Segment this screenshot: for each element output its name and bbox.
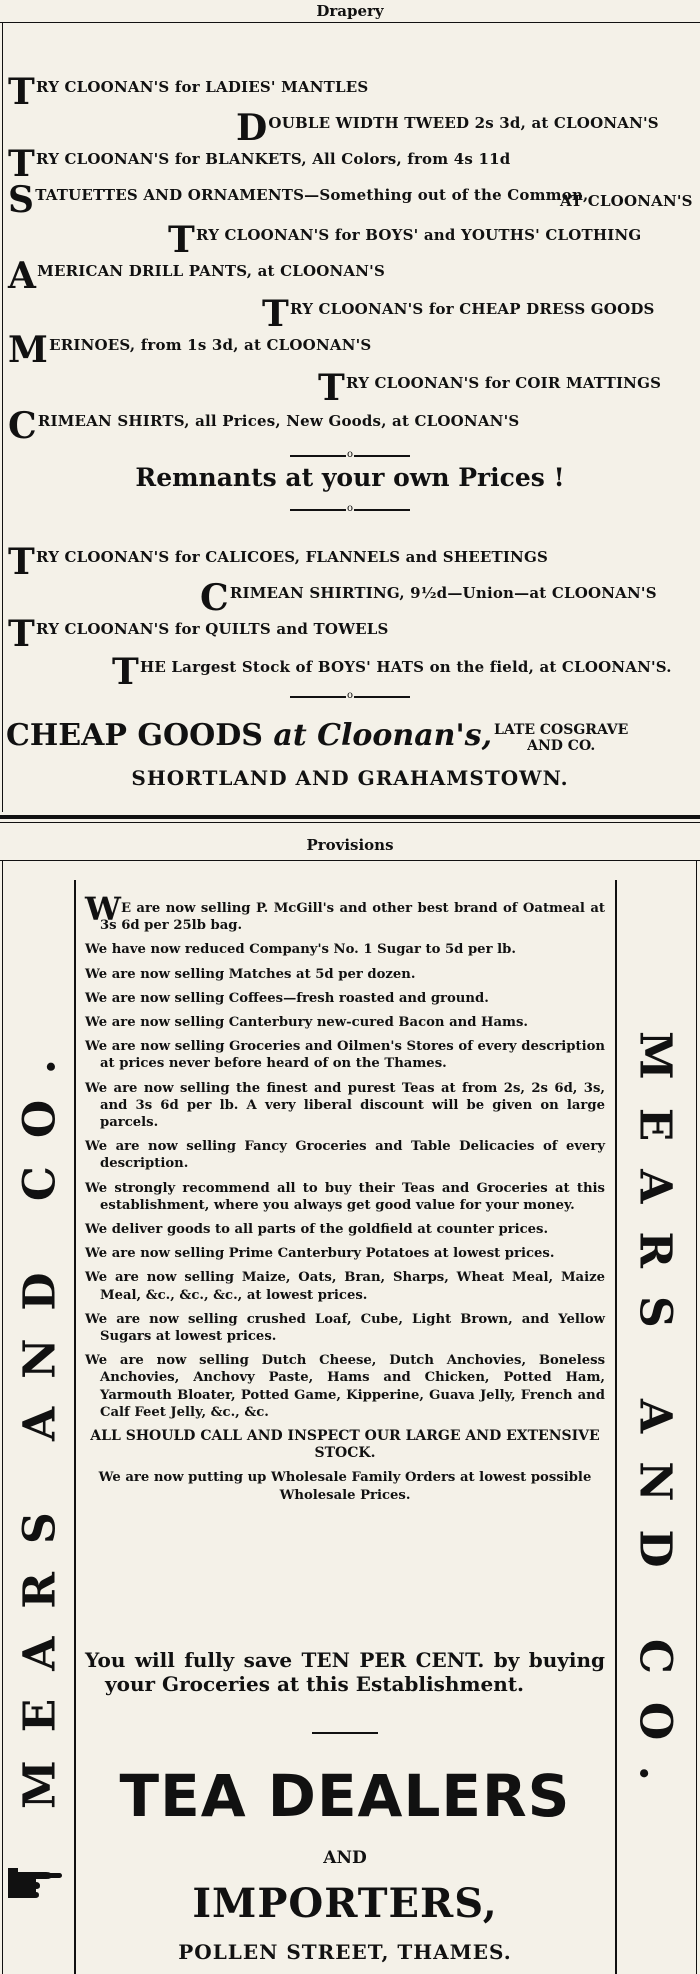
short-rule [312, 1732, 378, 1734]
importers-heading: IMPORTERS, [192, 1880, 498, 1927]
ad-statuettes-cloonans: AT CLOONAN'S [560, 192, 693, 210]
ornament-rule: o [290, 696, 410, 698]
list-item: We are now selling Canterbury new-cured Bacon and Hams. [85, 1015, 529, 1031]
ad-coir-mattings: TRY CLOONAN'S for COIR MATTINGS [318, 367, 662, 409]
provisions-top-rule [0, 860, 700, 861]
ad-blankets: TRY CLOONAN'S for BLANKETS, All Colors, from 4s 11d [8, 143, 511, 185]
list-item: WE are now selling P. McGill's and other best brand of Oatmeal at 3s 6d per 25lb bag. [85, 890, 605, 934]
ad-boys-hats: THE Largest Stock of BOYS' HATS on the field, at CLOONAN'S. [112, 651, 672, 693]
pointing-hand-icon [6, 1862, 64, 1902]
ad-dress-goods: TRY CLOONAN'S for CHEAP DRESS GOODS [262, 293, 655, 335]
save-ten-per-cent: You will fully save TEN PER CENT. by buying your Groceries at this Establishment. [85, 1648, 605, 1696]
ad-double-width-tweed: DOUBLE WIDTH TWEED 2s 3d, at CLOONAN'S [236, 107, 659, 149]
list-item: We are now selling Maize, Oats, Bran, Sharps, Wheat Meal, Maize Meal, &c., &c., &c., at lowest prices. [85, 1270, 605, 1303]
list-item: We are now selling Prime Canterbury Potatoes at lowest prices. [85, 1246, 555, 1262]
list-item: We have now reduced Company's No. 1 Sugar to 5d per lb. [85, 942, 516, 958]
list-item: We are now selling crushed Loaf, Cube, Light Brown, and Yellow Sugars at lowest prices. [85, 1311, 605, 1345]
provisions-title: Provisions [306, 836, 394, 854]
inner-left-frame [74, 880, 76, 1974]
ad-crimean-shirts: CRIMEAN SHIRTS, all Prices, New Goods, at CLOONAN'S [8, 405, 520, 447]
list-item: We are now selling Dutch Cheese, Dutch Anchovies, Boneless Anchovies, Anchovy Paste, Hams and Chicken, Potted Ham, Yarmouth Bloater, Potted Game, Kipperine, Guava Jelly, French and Calf Feet Jelly, &c., &c. [85, 1353, 605, 1420]
ad-quilts-towels: TRY CLOONAN'S for QUILTS and TOWELS [8, 613, 389, 655]
inner-right-frame [615, 880, 617, 1974]
street-address: POLLEN STREET, THAMES. [178, 1940, 512, 1964]
list-item: We are now selling Coffees—fresh roasted and ground. [85, 990, 489, 1006]
list-item: We strongly recommend all to buy their Teas and Groceries at this establishment, where you always get good value for your money. [85, 1180, 605, 1213]
left-frame [2, 860, 3, 1974]
late-cosgrave-note: LATE COSGRAVE AND CO. [494, 722, 629, 754]
call-and-inspect: ALL SHOULD CALL AND INSPECT OUR LARGE AND EXTENSIVE STOCK. [90, 1428, 600, 1462]
list-item: We deliver goods to all parts of the goldfield at counter prices. [85, 1222, 549, 1238]
ad-merinoes: MERINOES, from 1s 3d, at CLOONAN'S [8, 329, 372, 371]
cheap-goods-heading: CHEAP GOODS at Cloonan's, [6, 718, 493, 753]
ad-calicoes: TRY CLOONAN'S for CALICOES, FLANNELS and SHEETINGS [8, 541, 548, 583]
drapery-title: Drapery [316, 2, 384, 20]
ad-drill-pants: AMERICAN DRILL PANTS, at CLOONAN'S [8, 255, 385, 297]
ad-ladies-mantles: TRY CLOONAN'S for LADIES' MANTLES [8, 71, 369, 113]
wholesale-orders: We are now putting up Wholesale Family Orders at lowest possible Wholesale Prices. [98, 1470, 592, 1503]
section-divider [0, 815, 700, 819]
right-frame [696, 860, 697, 1974]
and-text: AND [323, 1848, 367, 1868]
list-item: We are now selling Fancy Groceries and Table Delicacies of every description. [85, 1139, 605, 1172]
drapery-left-rule [2, 22, 3, 812]
drapery-address: SHORTLAND AND GRAHAMSTOWN. [131, 766, 569, 790]
list-item: We are now selling the finest and purest Teas at from 2s, 2s 6d, 3s, and 3s 6d per lb. A very liberal discount will be given on large parcels. [85, 1080, 605, 1131]
tea-dealers-heading: TEA DEALERS [119, 1762, 571, 1830]
provisions-list [85, 890, 605, 1511]
side-text-right: MEARS AND CO. [629, 1031, 681, 1809]
ad-statuettes: STATUETTES AND ORNAMENTS—Something out of the Common, [8, 179, 589, 221]
top-rule [0, 22, 700, 23]
side-text-left: MEARS AND CO. [14, 1031, 66, 1809]
list-item: We are now selling Matches at 5d per dozen. [85, 966, 416, 982]
remnants-heading: Remnants at your own Prices ! [135, 463, 565, 492]
ad-boys-clothing: TRY CLOONAN'S for BOYS' and YOUTHS' CLOTHING [168, 219, 642, 261]
ad-crimean-shirting: CRIMEAN SHIRTING, 9½d—Union—at CLOONAN'S [200, 577, 657, 619]
ornament-rule: o [290, 455, 410, 457]
section-divider [0, 822, 700, 823]
ornament-rule: o [290, 509, 410, 511]
list-item: We are now selling Groceries and Oilmen's Stores of every description at prices never before heard of on the Thames. [85, 1039, 605, 1072]
